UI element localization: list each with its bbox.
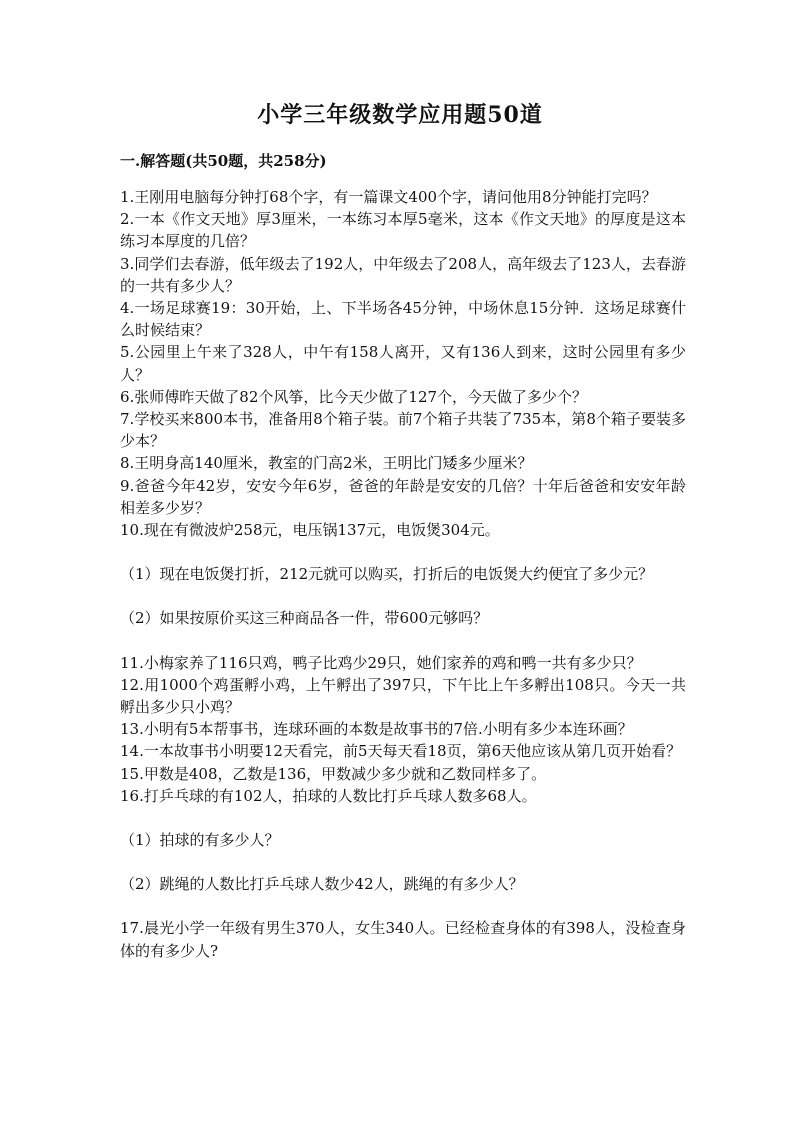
spacer bbox=[120, 807, 686, 829]
question-16-part-1: （1）拍球的有多少人？ bbox=[120, 831, 280, 850]
question-14: 14.一本故事书小明要12天看完，前5天每天看18页，第6天他应该从第几页开始看？ bbox=[120, 742, 682, 761]
question-10-part-1: （1）现在电饭煲打折，212元就可以购买，打折后的电饭煲大约便宜了多少元？ bbox=[120, 565, 654, 584]
question-17: 17.晨光小学一年级有男生370人，女生340人。已经检查身体的有398人，没检查身体的有多少人? bbox=[120, 919, 686, 960]
question-16-part-2: （2）跳绳的人数比打乒乓球人数少42人，跳绳的有多少人？ bbox=[120, 875, 524, 894]
question-5: 5.公园里上午来了328人，中午有158人离开，又有136人到来，这时公园里有多少人？ bbox=[120, 343, 686, 384]
question-2: 2.一本《作文天地》厚3厘米，一本练习本厚5毫米，这本《作文天地》的厚度是这本练习本厚度的几倍？ bbox=[120, 210, 686, 251]
spacer bbox=[120, 585, 686, 607]
question-list bbox=[120, 186, 686, 962]
question-16: 16.打乒乓球的有102人，拍球的人数比打乒乓球人数多68人。 bbox=[120, 786, 537, 805]
question-4: 4.一场足球赛19：30开始，上、下半场各45分钟，中场休息15分钟．这场足球赛什么时候结束？ bbox=[120, 299, 686, 340]
question-10: 10.现在有微波炉258元，电压锅137元，电饭煲304元。 bbox=[120, 521, 500, 540]
spacer bbox=[120, 851, 686, 873]
question-7: 7.学校买来800本书，准备用8个箱子装。前7个箱子共装了735本，第8个箱子要装多少本？ bbox=[120, 410, 686, 451]
question-15: 15.甲数是408，乙数是136，甲数减少多少就和乙数同样多了。 bbox=[120, 764, 547, 783]
spacer bbox=[120, 630, 686, 652]
section-heading: 一.解答题(共50题，共258分) bbox=[120, 152, 327, 170]
question-6: 6.张师傅昨天做了82个风筝，比今天少做了127个，今天做了多少个？ bbox=[120, 387, 588, 406]
question-9: 9.爸爸今年42岁，安安今年6岁，爸爸的年龄是安安的几倍？十年后爸爸和安安年龄相差多少岁？ bbox=[120, 476, 686, 517]
spacer bbox=[120, 541, 686, 563]
question-3: 3.同学们去春游，低年级去了192人，中年级去了208人，高年级去了123人，去春游的一共有多少人？ bbox=[120, 254, 686, 295]
page-title: 小学三年级数学应用题50道 bbox=[257, 102, 543, 128]
question-12: 12.用1000个鸡蛋孵小鸡，上午孵出了397只，下午比上午多孵出108只。今天一共孵出多少只小鸡？ bbox=[120, 675, 686, 717]
question-10-part-2: （2）如果按原价买这三种商品各一件，带600元够吗？ bbox=[120, 609, 489, 628]
spacer bbox=[120, 895, 686, 917]
question-11: 11.小梅家养了116只鸡，鸭子比鸡少29只，她们家养的鸡和鸭一共有多少只？ bbox=[120, 653, 642, 672]
question-8: 8.王明身高140厘米，教室的门高2米，王明比门矮多少厘米？ bbox=[120, 454, 533, 473]
question-1: 1.王刚用电脑每分钟打68个字，有一篇课文400个字，请问他用8分钟能打完吗？ bbox=[120, 188, 657, 206]
question-13: 13.小明有5本帮事书，连球环画的本数是故事书的7倍.小明有多少本连环画？ bbox=[120, 720, 633, 739]
